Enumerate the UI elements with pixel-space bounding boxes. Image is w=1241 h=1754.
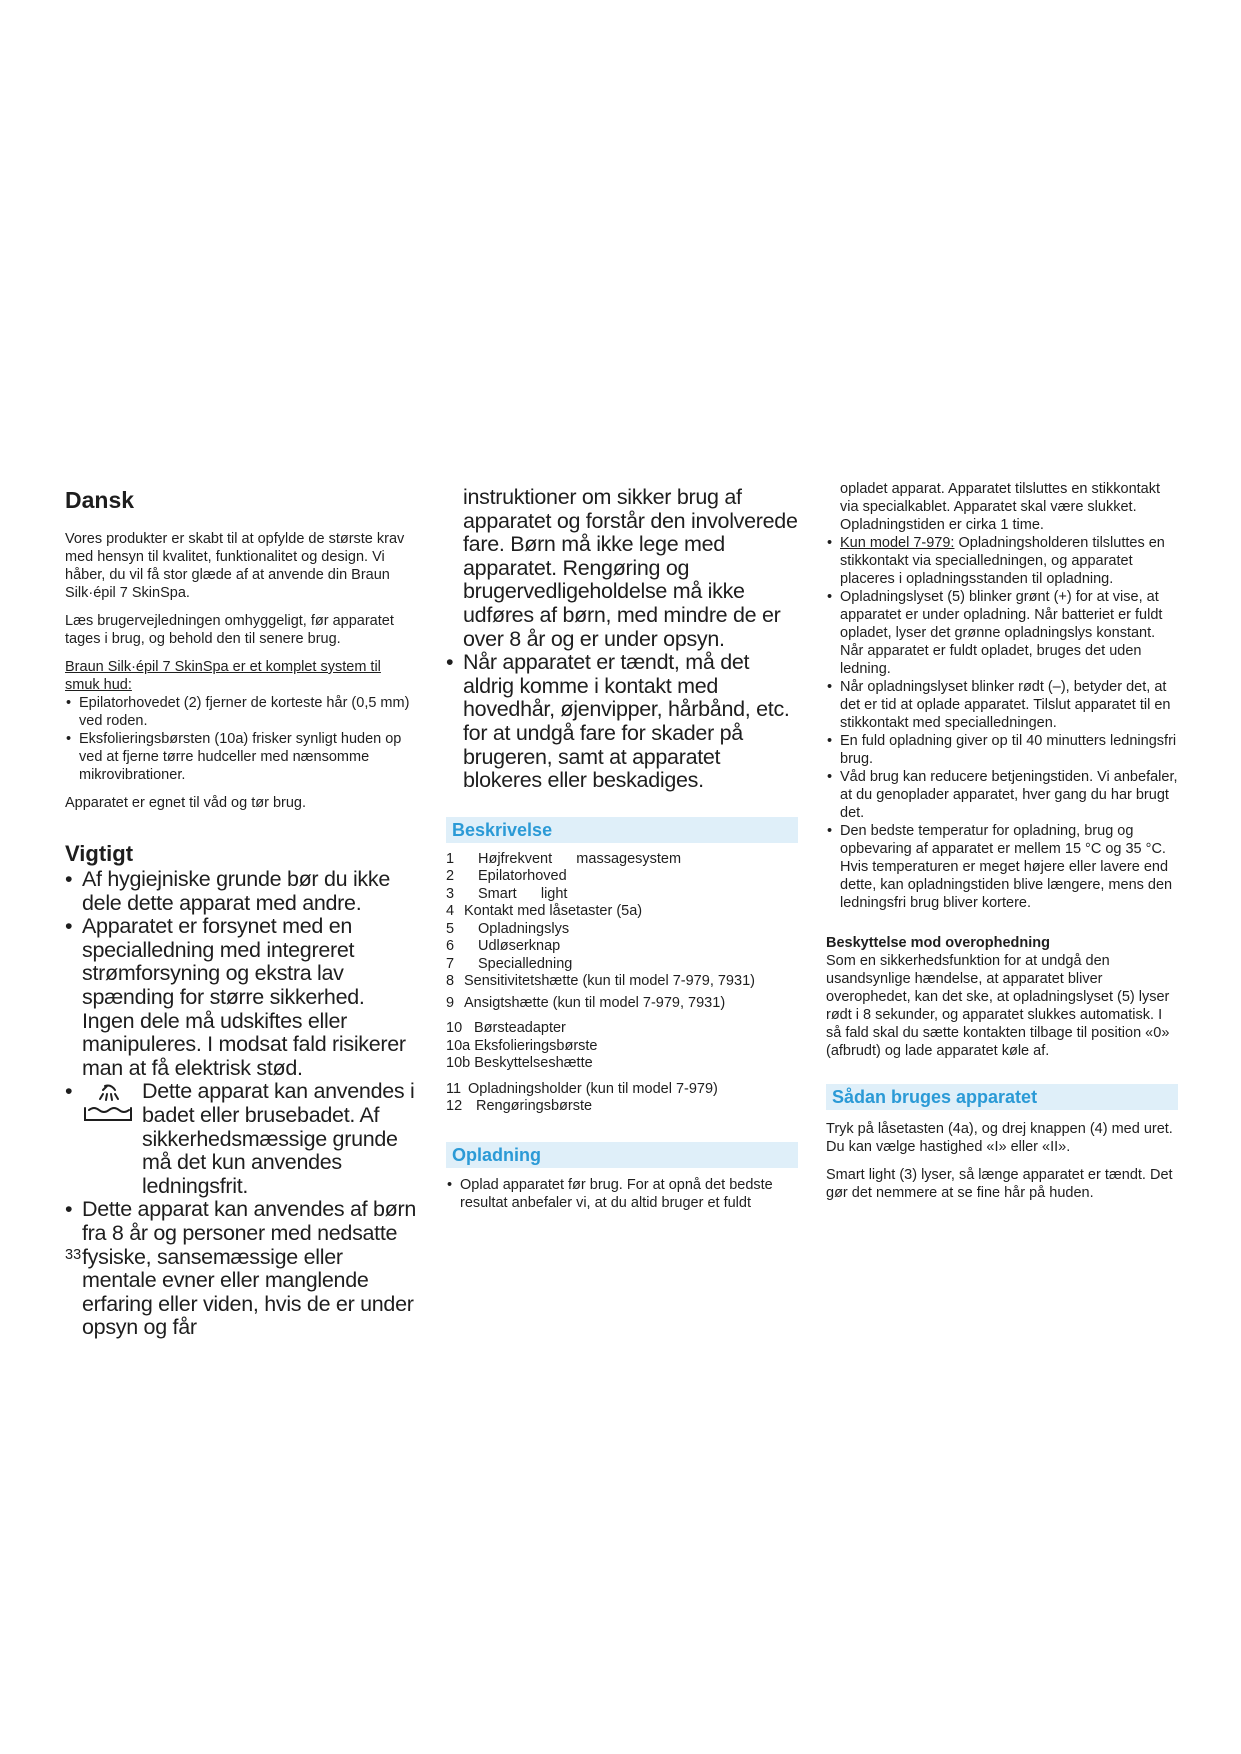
intro-paragraph-2: Læs brugervejledningen omhyggeligt, før apparatet tages i brug, og behold den til senere brug.: [65, 613, 394, 647]
list-item-bath: [65, 1080, 417, 1198]
system-heading: Braun Silk·épil 7 SkinSpa er et komplet system til smuk hud:: [65, 659, 381, 693]
description-heading: Beskrivelse: [446, 817, 798, 843]
list-item: • En fuld opladning giver op til 40 minutters ledningsfri brug.: [826, 732, 1178, 768]
important-heading: Vigtigt: [65, 841, 134, 866]
description-item: 1 Højfrekvent massagesystem: [446, 850, 682, 867]
list-item: • Af hygiejniske grunde bør du ikke dele dette apparat med andre.: [65, 868, 417, 915]
list-item: • Opladningslyset (5) blinker grønt (+) for at vise, at apparatet er under opladning. Når batteriet er fuldt opladet, lyser det grønne opladningslys konstant. Når apparatet er fuldt opladet, bruges det uden ledning.: [826, 588, 1178, 678]
column-right: [826, 480, 1178, 1212]
list-item: • Våd brug kan reducere betjeningstiden. Vi anbefaler, at du genoplader apparatet, hver gang du har brugt det.: [826, 768, 1178, 822]
intro-paragraph-1: Vores produkter er skabt til at opfylde de største krav med hensyn til kvalitet, funktionalitet og design. Vi håber, du vil få stor glæde af at anvende din Braun Silk·épil 7 SkinSpa.: [65, 531, 405, 601]
list-item: • Oplad apparatet før brug. For at opnå det bedste resultat anbefaler vi, at du altid bruger et fuldt: [446, 1176, 798, 1212]
description-item: 9 Ansigtshætte (kun til model 7-979, 7931): [446, 994, 726, 1011]
list-item: • Eksfolieringsbørsten (10a) frisker synligt huden op ved at fjerne tørre hudceller med nænsomme mikrovibrationer.: [65, 730, 417, 784]
page-number: 33: [65, 1247, 82, 1263]
charging-details-list: [826, 534, 1178, 912]
description-item: 12 Rengøringsbørste: [446, 1098, 593, 1115]
overheat-text: Som en sikkerhedsfunktion for at undgå den usandsynlige hændelse, at apparatet bliver overophedet, kan det ske, at opladningslyset (5) lyser rødt i 8 sekunder, og apparatet slukkes automatisk. I så fald skal du sætte kontakten tilbage til position «0» (afbrudt) og lade apparatet køle af.: [826, 953, 1170, 1059]
on-warning-list: [446, 651, 798, 793]
usage-heading: Sådan bruges apparatet: [826, 1084, 1178, 1110]
important-list: [65, 868, 417, 1340]
list-item: • Når apparatet er tændt, må det aldrig komme i kontakt med hovedhår, øjenvipper, hårbånd, etc. for at undgå fare for skader på brugeren, samt at apparatet blokeres eller beskadiges.: [446, 651, 798, 793]
charging-list: [446, 1176, 798, 1212]
description-group-3: [446, 1081, 798, 1116]
bath-item-text: Dette apparat kan anvendes i badet eller brusebadet. Af sikkerhedsmæssige grunde må det kun anvendes ledningsfrit.: [142, 1079, 415, 1198]
description-item: 5 Opladningslys: [446, 920, 570, 937]
language-title: Dansk: [65, 487, 135, 513]
column-left: [65, 486, 417, 1340]
description-item: 7 Specialledning: [446, 955, 573, 972]
overheat-heading: Beskyttelse mod overophedning: [826, 935, 1050, 951]
column-middle: [446, 486, 798, 1212]
description-item: 8 Sensitivitetshætte (kun til model 7-979, 7931): [446, 973, 755, 990]
usage-paragraph-2: Smart light (3) lyser, så længe apparatet er tændt. Det gør det nemmere at se fine hår på huden.: [826, 1167, 1173, 1201]
list-item: • Kun model 7-979: Opladningsholderen tilsluttes en stikkontakt via specialledningen, og apparatet placeres i opladningsstanden til opladning.: [826, 534, 1178, 588]
description-item: 11 Opladningsholder (kun til model 7-979): [446, 1080, 718, 1097]
description-item: 10b Beskyttelseshætte: [446, 1055, 593, 1072]
description-group-2: [446, 1020, 798, 1073]
system-list: [65, 694, 417, 784]
description-item: 10 Børsteadapter: [446, 1020, 566, 1037]
list-item: • Den bedste temperatur for opladning, brug og opbevaring af apparatet er mellem 15 °C og 35 °C. Hvis temperaturen er meget højere eller lavere end dette, kan opladningstiden blive længere, mens den ledningsfri brug bliver kortere.: [826, 822, 1178, 912]
usage-paragraph-1: Tryk på låsetasten (4a), og drej knappen (4) med uret. Du kan vælge hastighed «I» eller «II».: [826, 1121, 1173, 1155]
description-item: 4 Kontakt med låsetaster (5a): [446, 903, 643, 920]
list-item: • Epilatorhovedet (2) fjerner de korteste hår (0,5 mm) ved roden.: [65, 694, 417, 730]
bath-shower-icon: [83, 1082, 133, 1124]
continued-text: instruktioner om sikker brug af apparatet og forstår den involverede fare. Børn må ikke lege med apparatet. Rengøring og brugervedligeholdelse må ikke udføres af børn, med mindre de er over 8 år og er under opsyn.: [463, 485, 798, 651]
list-item: • Når opladningslyset blinker rødt (–), betyder det, at det er tid at oplade apparatet. Tilslut apparatet til en stikkontakt med specialledningen.: [826, 678, 1178, 732]
description-item: 3 Smart light: [446, 885, 568, 902]
description-item: 10a Eksfolieringsbørste: [446, 1037, 598, 1054]
list-item: • Apparatet er forsynet med en specialledning med integreret strømforsyning og ekstra lav spænding for større sikkerhed. Ingen dele må udskiftes eller manipuleres. I modsat fald risikerer man at få elektrisk stød.: [65, 915, 417, 1080]
wet-dry-note: Apparatet er egnet til våd og tør brug.: [65, 795, 306, 811]
description-group-1: [446, 851, 798, 1013]
description-item: 6 Udløserknap: [446, 938, 561, 955]
charging-heading: Opladning: [446, 1142, 798, 1168]
list-item: • Dette apparat kan anvendes af børn fra 8 år og personer med nedsatte fysiske, sansemæssige eller mentale evner eller manglende erfaring eller viden, hvis de er under opsyn og får: [65, 1198, 417, 1340]
continued-text: opladet apparat. Apparatet tilsluttes en stikkontakt via specialkablet. Apparatet skal være slukket. Opladningstiden er cirka 1 time.: [840, 481, 1161, 533]
description-item: 2 Epilatorhoved: [446, 868, 567, 885]
